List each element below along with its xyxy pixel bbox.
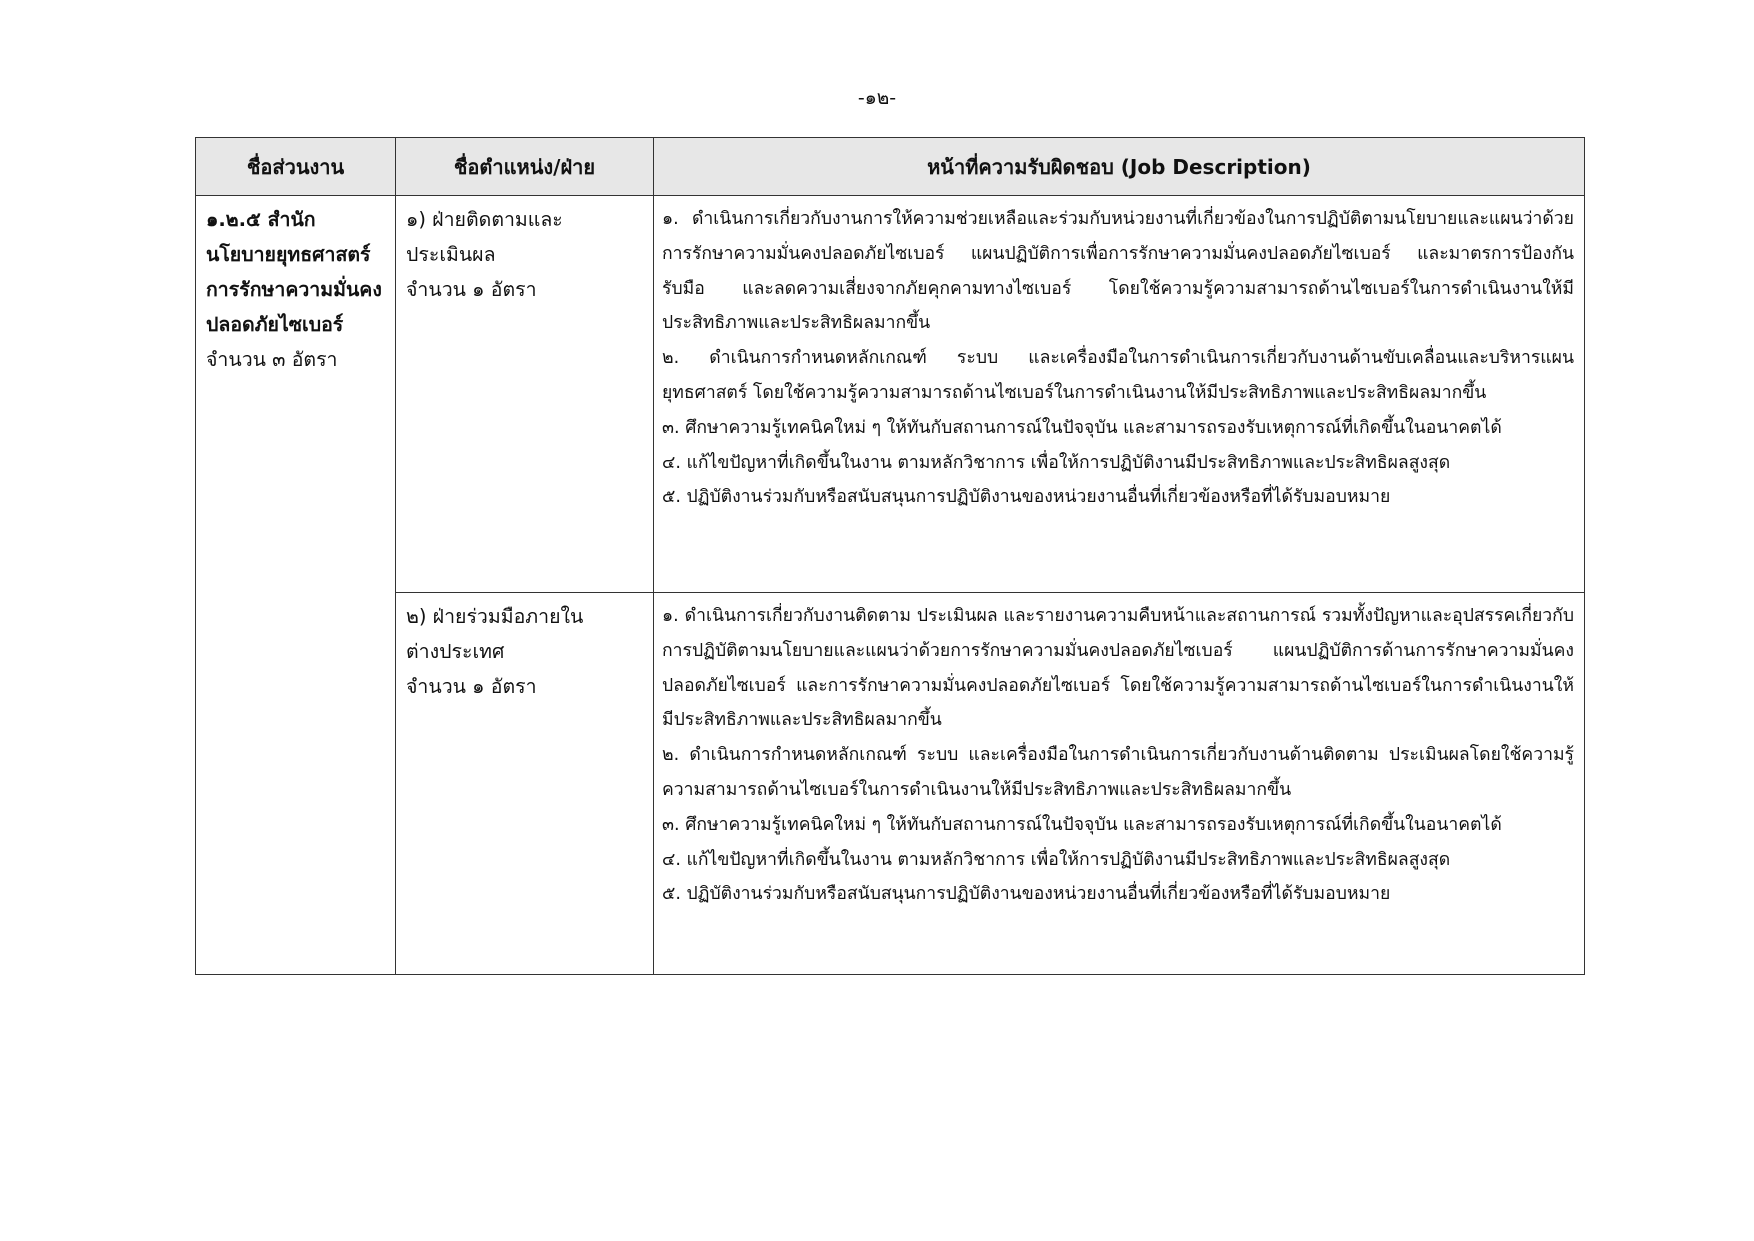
unit-name-line: ปลอดภัยไซเบอร์ <box>206 313 344 336</box>
job-description-table <box>195 137 1585 975</box>
unit-name-line: ๑.๒.๕ สำนัก <box>206 208 316 231</box>
unit-cell <box>196 196 396 975</box>
position-line: ประเมินผล <box>406 243 496 266</box>
duty-item: ๕. ปฏิบัติงานร่วมกับหรือสนับสนุนการปฏิบัติงานของหน่วยงานอื่นที่เกี่ยวข้องหรือที่ได้รับมอบหมาย <box>662 487 1391 508</box>
header-unit-name: ชื่อส่วนงาน <box>196 138 396 196</box>
table-header-row <box>196 138 1585 196</box>
duty-item: ๓. ศึกษาความรู้เทคนิคใหม่ ๆ ให้ทันกับสถานการณ์ในปัจจุบัน และสามารถรองรับเหตุการณ์ที่เกิดขึ้นในอนาคตได้ <box>662 814 1502 835</box>
duty-item: ๑. ดำเนินการเกี่ยวกับงานติดตาม ประเมินผล และรายงานความคืบหน้าและสถานการณ์ รวมทั้งปัญหาและอุปสรรคเกี่ยวกับการปฏิบัติตามนโยบายและแผนว่าด้วยการรักษาความมั่นคงปลอดภัยไซเบอร์ แผนปฏิบัติการด้านการรักษาความมั่นคงปลอดภัยไซเบอร์ และการรักษาความมั่นคงปลอดภัยไซเบอร์ โดยใช้ความรู้ความสามารถด้านไซเบอร์ในการดำเนินงานให้มีประสิทธิภาพและประสิทธิผลมากขึ้น <box>662 606 1574 731</box>
position-cell <box>396 593 654 975</box>
position-line: ต่างประเทศ <box>406 640 505 663</box>
unit-name-line: การรักษาความมั่นคง <box>206 278 382 301</box>
duty-item: ๒. ดำเนินการกำหนดหลักเกณฑ์ ระบบ และเครื่องมือในการดำเนินการเกี่ยวกับงานด้านขับเคลื่อนและบริหารแผนยุทธศาสตร์ โดยใช้ความรู้ความสามารถด้านไซเบอร์ในการดำเนินงานให้มีประสิทธิภาพและประสิทธิผลมากขึ้น <box>662 348 1574 403</box>
position-line: ๒) ฝ่ายร่วมมือภายใน <box>406 605 584 628</box>
table-row <box>196 593 1585 975</box>
unit-headcount: จำนวน ๓ อัตรา <box>206 348 338 371</box>
position-headcount: จำนวน ๑ อัตรา <box>406 675 537 698</box>
duty-item: ๔. แก้ไขปัญหาที่เกิดขึ้นในงาน ตามหลักวิชาการ เพื่อให้การปฏิบัติงานมีประสิทธิภาพและประสิทธิผลสูงสุด <box>662 849 1451 870</box>
duties-cell <box>654 593 1585 975</box>
unit-name <box>206 202 389 342</box>
position-cell <box>396 196 654 593</box>
duty-item: ๔. แก้ไขปัญหาที่เกิดขึ้นในงาน ตามหลักวิชาการ เพื่อให้การปฏิบัติงานมีประสิทธิภาพและประสิทธิผลสูงสุด <box>662 452 1451 473</box>
header-job-description: หน้าที่ความรับผิดชอบ (Job Description) <box>654 138 1585 196</box>
unit-name-line: นโยบายยุทธศาสตร์ <box>206 243 371 266</box>
position-headcount: จำนวน ๑ อัตรา <box>406 278 537 301</box>
position-line: ๑) ฝ่ายติดตามและ <box>406 208 563 231</box>
duty-item: ๒. ดำเนินการกำหนดหลักเกณฑ์ ระบบ และเครื่องมือในการดำเนินการเกี่ยวกับงานด้านติดตาม ประเมินผลโดยใช้ความรู้ความสามารถด้านไซเบอร์ในการดำเนินงานให้มีประสิทธิภาพและประสิทธิผลมากขึ้น <box>662 745 1574 800</box>
header-position-name: ชื่อตำแหน่ง/ฝ่าย <box>396 138 654 196</box>
duty-item: ๕. ปฏิบัติงานร่วมกับหรือสนับสนุนการปฏิบัติงานของหน่วยงานอื่นที่เกี่ยวข้องหรือที่ได้รับมอบหมาย <box>662 884 1391 905</box>
page-number: -๑๒- <box>857 87 897 109</box>
duty-item: ๑. ดำเนินการเกี่ยวกับงานการให้ความช่วยเหลือและร่วมกับหน่วยงานที่เกี่ยวข้องในการปฏิบัติตามนโยบายและแผนว่าด้วยการรักษาความมั่นคงปลอดภัยไซเบอร์ แผนปฏิบัติการเพื่อการรักษาความมั่นคงปลอดภัยไซเบอร์ และมาตรการป้องกัน รับมือ และลดความเสี่ยงจากภัยคุกคามทางไซเบอร์ โดยใช้ความรู้ความสามารถด้านไซเบอร์ในการดำเนินงานให้มีประสิทธิภาพและประสิทธิผลมากขึ้น <box>662 209 1574 334</box>
duty-item: ๓. ศึกษาความรู้เทคนิคใหม่ ๆ ให้ทันกับสถานการณ์ในปัจจุบัน และสามารถรองรับเหตุการณ์ที่เกิดขึ้นในอนาคตได้ <box>662 417 1502 438</box>
duties-cell <box>654 196 1585 593</box>
table-row <box>196 196 1585 593</box>
